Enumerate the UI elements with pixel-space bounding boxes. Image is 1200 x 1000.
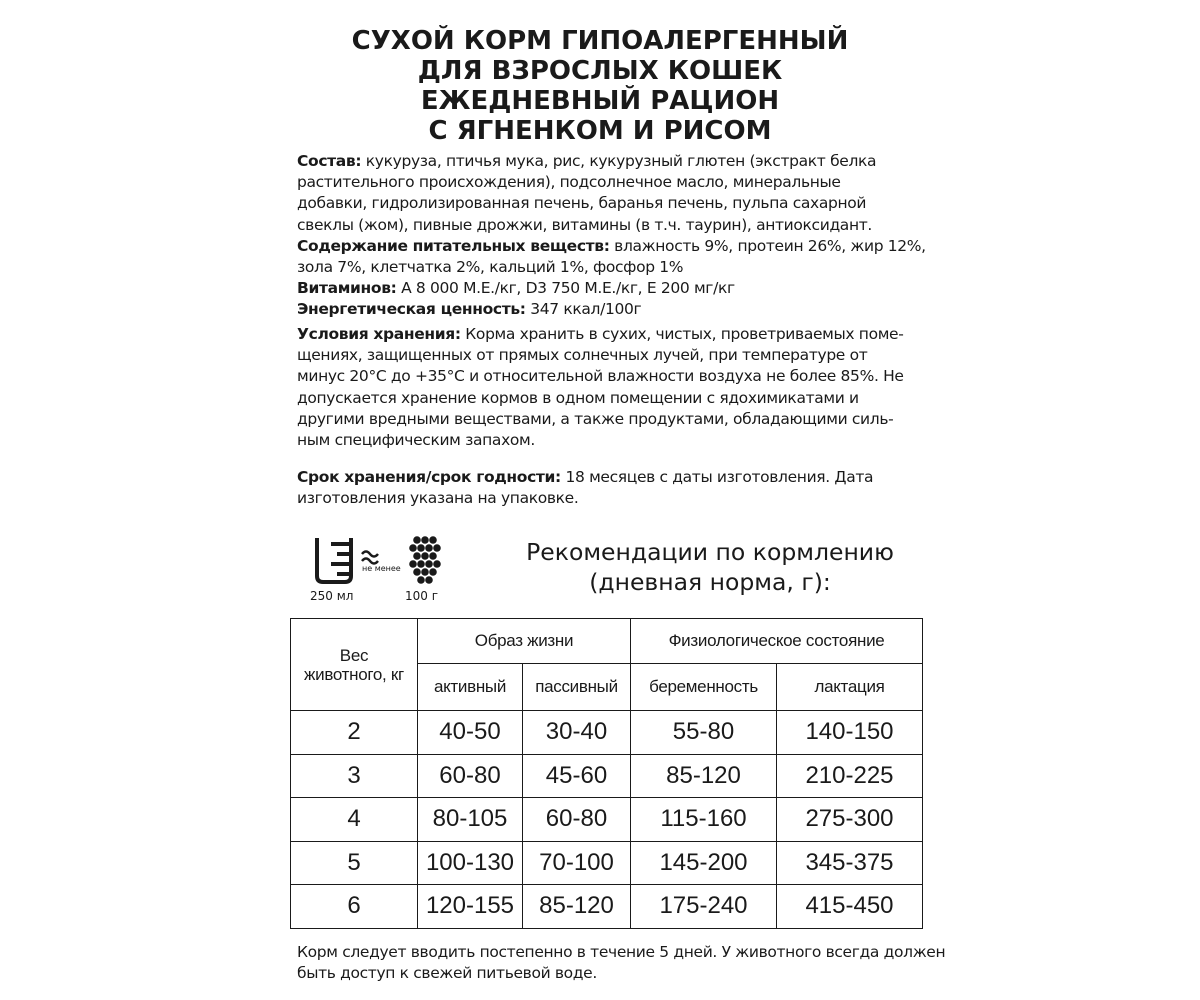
pregnancy-cell: 55-80 <box>631 711 777 755</box>
pregnancy-cell: 85-120 <box>631 754 777 798</box>
product-title <box>300 26 900 146</box>
active-cell: 40-50 <box>418 711 523 755</box>
table-row <box>291 711 923 755</box>
approx-note: не менее <box>362 564 401 573</box>
cup-volume-label: 250 мл <box>310 589 354 603</box>
rec-title-line: (дневная норма, г): <box>589 568 831 596</box>
table-row <box>291 841 923 885</box>
shelf-life-label: Срок хранения/срок годности: <box>297 468 561 486</box>
storage-line: допускается хранение кормов в одном помещении с ядохимикатами и <box>297 388 859 407</box>
composition-line: свеклы (жом), пивные дрожжи, витамины (в т.ч. таурин), антиоксидант. <box>297 215 872 234</box>
shelf-life-line: изготовления указана на упаковке. <box>297 489 579 508</box>
lactation-cell: 415-450 <box>777 885 923 929</box>
feeding-table <box>290 618 923 929</box>
pregnancy-column-header: беременность <box>631 664 777 711</box>
lactation-cell: 275-300 <box>777 798 923 842</box>
composition-line: растительного происхождения), подсолнечное масло, минеральные <box>297 173 841 192</box>
measure-equivalence <box>305 532 465 612</box>
storage-line: ным специфическим запахом. <box>297 431 535 450</box>
passive-cell: 85-120 <box>523 885 631 929</box>
pregnancy-cell: 115-160 <box>631 798 777 842</box>
table-header-row <box>291 619 923 664</box>
energy-line <box>297 299 917 320</box>
pregnancy-cell: 175-240 <box>631 885 777 929</box>
physiological-state-header: Физиологическое состояние <box>631 619 923 664</box>
weight-cell: 5 <box>291 841 418 885</box>
composition-line: добавки, гидролизированная печень, баранья печень, пульпа сахарной <box>297 194 867 213</box>
storage-line: щениях, защищенных от прямых солнечных лучей, при температуре от <box>297 346 868 365</box>
shelf-life-text: 18 месяцев с даты изготовления. Дата <box>560 468 874 486</box>
shelf-life-section <box>297 467 917 509</box>
pregnancy-cell: 145-200 <box>631 841 777 885</box>
weight-cell: 6 <box>291 885 418 929</box>
active-cell: 80-105 <box>418 798 523 842</box>
weight-header-line: Вес <box>339 645 369 665</box>
composition-label: Состав: <box>297 152 362 170</box>
composition-section <box>297 151 926 321</box>
vitamins-line <box>297 278 917 299</box>
composition-text: кукуруза, птичья мука, рис, кукурузный глютен (экстракт белка <box>361 152 877 170</box>
footer-line: Корм следует вводить постепенно в течение 5 дней. У животного всегда должен <box>297 943 946 961</box>
composition-line <box>297 151 917 172</box>
table-row <box>291 798 923 842</box>
feeding-recommendations-title <box>490 537 930 597</box>
storage-line: другими вредными веществами, а также продуктами, обладающими силь- <box>297 409 894 428</box>
storage-line: минус 20°С до +35°С и относительной влажности воздуха не более 85%. Не <box>297 367 904 386</box>
storage-section <box>297 324 917 451</box>
nutrients-line: зола 7%, клетчатка 2%, кальций 1%, фосфор 1% <box>297 258 684 277</box>
measuring-cup-icon <box>317 538 351 582</box>
kibble-pile-icon <box>409 536 441 584</box>
passive-cell: 60-80 <box>523 798 631 842</box>
lactation-cell: 210-225 <box>777 754 923 798</box>
energy-label: Энергетическая ценность: <box>297 300 526 319</box>
approx-icon <box>362 552 378 564</box>
weight-column-header <box>291 619 418 711</box>
footer-line: быть доступ к свежей питьевой воде. <box>297 964 597 983</box>
rec-title-line: Рекомендации по кормлению <box>526 538 894 566</box>
weight-header-line: животного, кг <box>304 664 404 684</box>
active-cell: 100-130 <box>418 841 523 885</box>
active-column-header: активный <box>418 664 523 711</box>
passive-cell: 30-40 <box>523 711 631 755</box>
vitamins-text: А 8 000 М.Е./кг, D3 750 М.Е./кг, Е 200 мг/кг <box>396 279 735 298</box>
title-line: С ЯГНЕНКОМ И РИСОМ <box>428 116 772 146</box>
active-cell: 60-80 <box>418 754 523 798</box>
passive-column-header: пассивный <box>523 664 631 711</box>
weight-cell: 2 <box>291 711 418 755</box>
title-line: ДЛЯ ВЗРОСЛЫХ КОШЕК <box>417 56 783 86</box>
nutrients-label: Содержание питательных веществ: <box>297 236 610 255</box>
lactation-column-header: лактация <box>777 664 923 711</box>
table-row <box>291 885 923 929</box>
storage-text: Корма хранить в сухих, чистых, проветриваемых поме- <box>460 325 904 343</box>
storage-line <box>297 324 917 345</box>
storage-label: Условия хранения: <box>297 325 461 343</box>
nutrients-text: влажность 9%, протеин 26%, жир 12%, <box>609 236 926 255</box>
weight-cell: 4 <box>291 798 418 842</box>
active-cell: 120-155 <box>418 885 523 929</box>
kibble-weight-label: 100 г <box>405 589 439 603</box>
energy-text: 347 ккал/100г <box>525 300 642 319</box>
table-row <box>291 754 923 798</box>
passive-cell: 70-100 <box>523 841 631 885</box>
vitamins-label: Витаминов: <box>297 279 397 298</box>
title-line: ЕЖЕДНЕВНЫЙ РАЦИОН <box>420 86 780 116</box>
title-line: СУХОЙ КОРМ ГИПОАЛЕРГЕННЫЙ <box>351 26 849 56</box>
lactation-cell: 140-150 <box>777 711 923 755</box>
nutrients-line <box>297 236 926 257</box>
passive-cell: 45-60 <box>523 754 631 798</box>
shelf-life-line <box>297 467 917 488</box>
lactation-cell: 345-375 <box>777 841 923 885</box>
footer-note <box>297 942 946 984</box>
lifestyle-header: Образ жизни <box>418 619 631 664</box>
weight-cell: 3 <box>291 754 418 798</box>
